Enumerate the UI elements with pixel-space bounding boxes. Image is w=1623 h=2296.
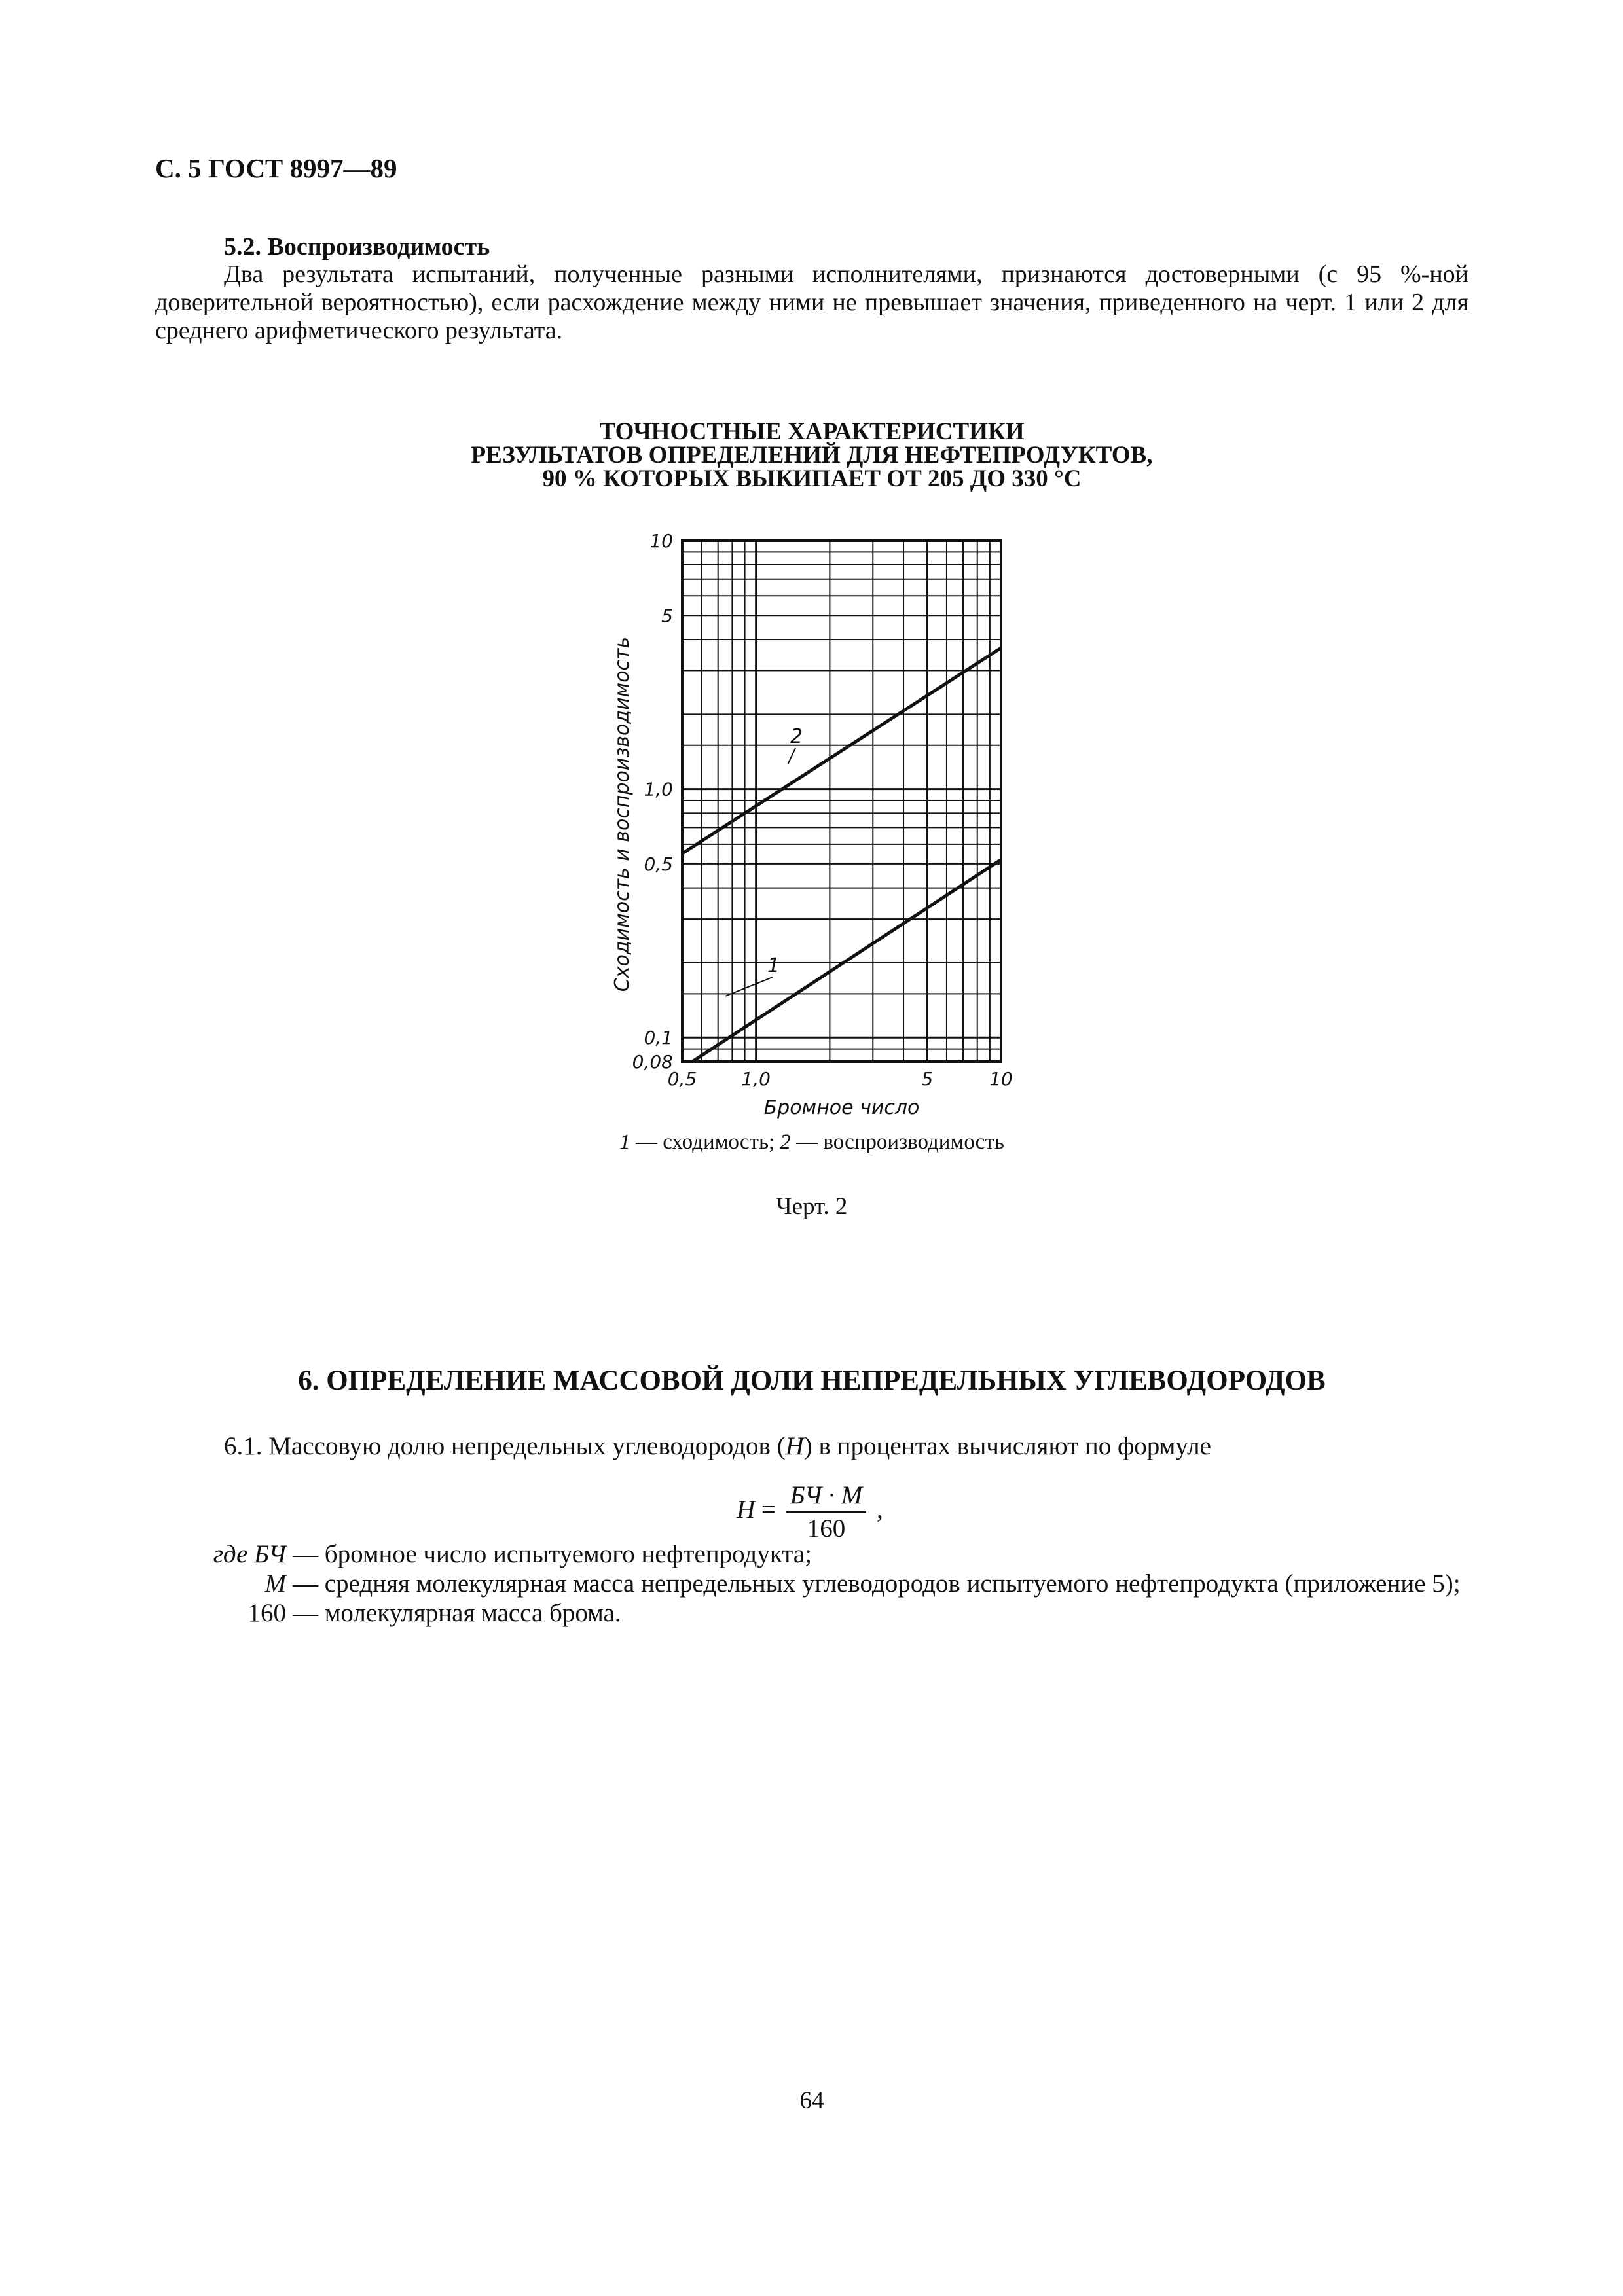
series-line-1 [692,859,1001,1062]
definition-text: — молекулярная масса брома. [293,1599,621,1627]
y-axis-label: Сходимость и воспроизводимость [611,636,634,992]
p61-end: ) в процентах вычисляют по формуле [803,1432,1211,1460]
caption-text-2: — воспроизводимость [790,1130,1004,1154]
y-tick-label: 1,0 [644,778,673,800]
section-6-title: 6. ОПРЕДЕЛЕНИЕ МАССОВОЙ ДОЛИ НЕПРЕДЕЛЬНЫХ УГЛЕВОДОРОДОВ [298,1365,1326,1396]
caption-text-1: — сходимость; [630,1130,780,1154]
y-tick-label: 0,1 [644,1027,673,1049]
chart-number: Черт. 2 [776,1193,848,1220]
section-5-2-title: 5.2. Воспроизводимость [224,233,490,260]
section-6-1-text [224,1431,1211,1461]
x-tick-label: 1,0 [741,1068,771,1090]
formula-tail: , [870,1495,883,1524]
formula-lhs: Н [737,1495,756,1524]
definition-row [155,1598,1468,1628]
definition-term: М [264,1570,286,1598]
x-tick-label: 0,5 [667,1068,697,1090]
p61-var: Н [785,1432,804,1460]
x-tick-label: 5 [921,1068,934,1090]
definition-term: 160 [247,1599,286,1627]
p61-start: 6.1. Массовую долю непредельных углеводородов ( [224,1432,786,1460]
formula [737,1480,883,1543]
formula-eq: = [755,1495,782,1524]
series-label-1: 1 [767,954,780,977]
formula-numerator: БЧ · М [786,1480,867,1513]
y-tick-label: 0,5 [644,853,673,875]
series-label-2: 2 [790,725,803,748]
series-leader-2 [788,748,795,764]
x-tick-label: 10 [989,1068,1013,1090]
page-number: 64 [799,2087,824,2114]
page-header: С. 5 ГОСТ 8997—89 [155,153,397,183]
chart-title-line-2: РЕЗУЛЬТАТОВ ОПРЕДЕЛЕНИЙ ДЛЯ НЕФТЕПРОДУКТОВ, [471,442,1153,469]
series-line-2 [682,648,1001,853]
definition-text: — средняя молекулярная масса непредельных углеводородов испытуемого нефтепродукта (приложение 5); [293,1570,1461,1598]
caption-number-2: 2 [780,1130,791,1154]
chart-caption [155,1130,1468,1155]
definition-term: где БЧ [213,1540,286,1568]
y-tick-label: 0,08 [632,1051,673,1073]
definition-text: — бромное число испытуемого нефтепродукта; [293,1540,812,1568]
formula-fraction [786,1480,867,1543]
plot-frame [682,541,1001,1062]
y-tick-label: 10 [649,530,673,552]
chart-title-line-3: 90 % КОТОРЫХ ВЫКИПАЕТ ОТ 205 ДО 330 °С [542,465,1082,492]
y-tick-label: 5 [661,605,673,627]
x-axis-label: Бромное число [763,1096,920,1119]
formula-denominator: 160 [807,1515,846,1543]
caption-number-1: 1 [619,1130,630,1154]
chart-title-line-1: ТОЧНОСТНЫЕ ХАРАКТЕРИСТИКИ [599,418,1025,445]
definition-row [155,1539,1468,1569]
definitions [155,1539,1468,1628]
definition-row [155,1569,1468,1598]
section-5-2-text: Два результата испытаний, полученные разными исполнителями, признаются достоверными (с 95 %-ной доверительной вероятностью), если расхождение между ними не превышает значения, приведенного на черт. 1 или 2 для среднего арифметического результата. [155,260,1468,344]
